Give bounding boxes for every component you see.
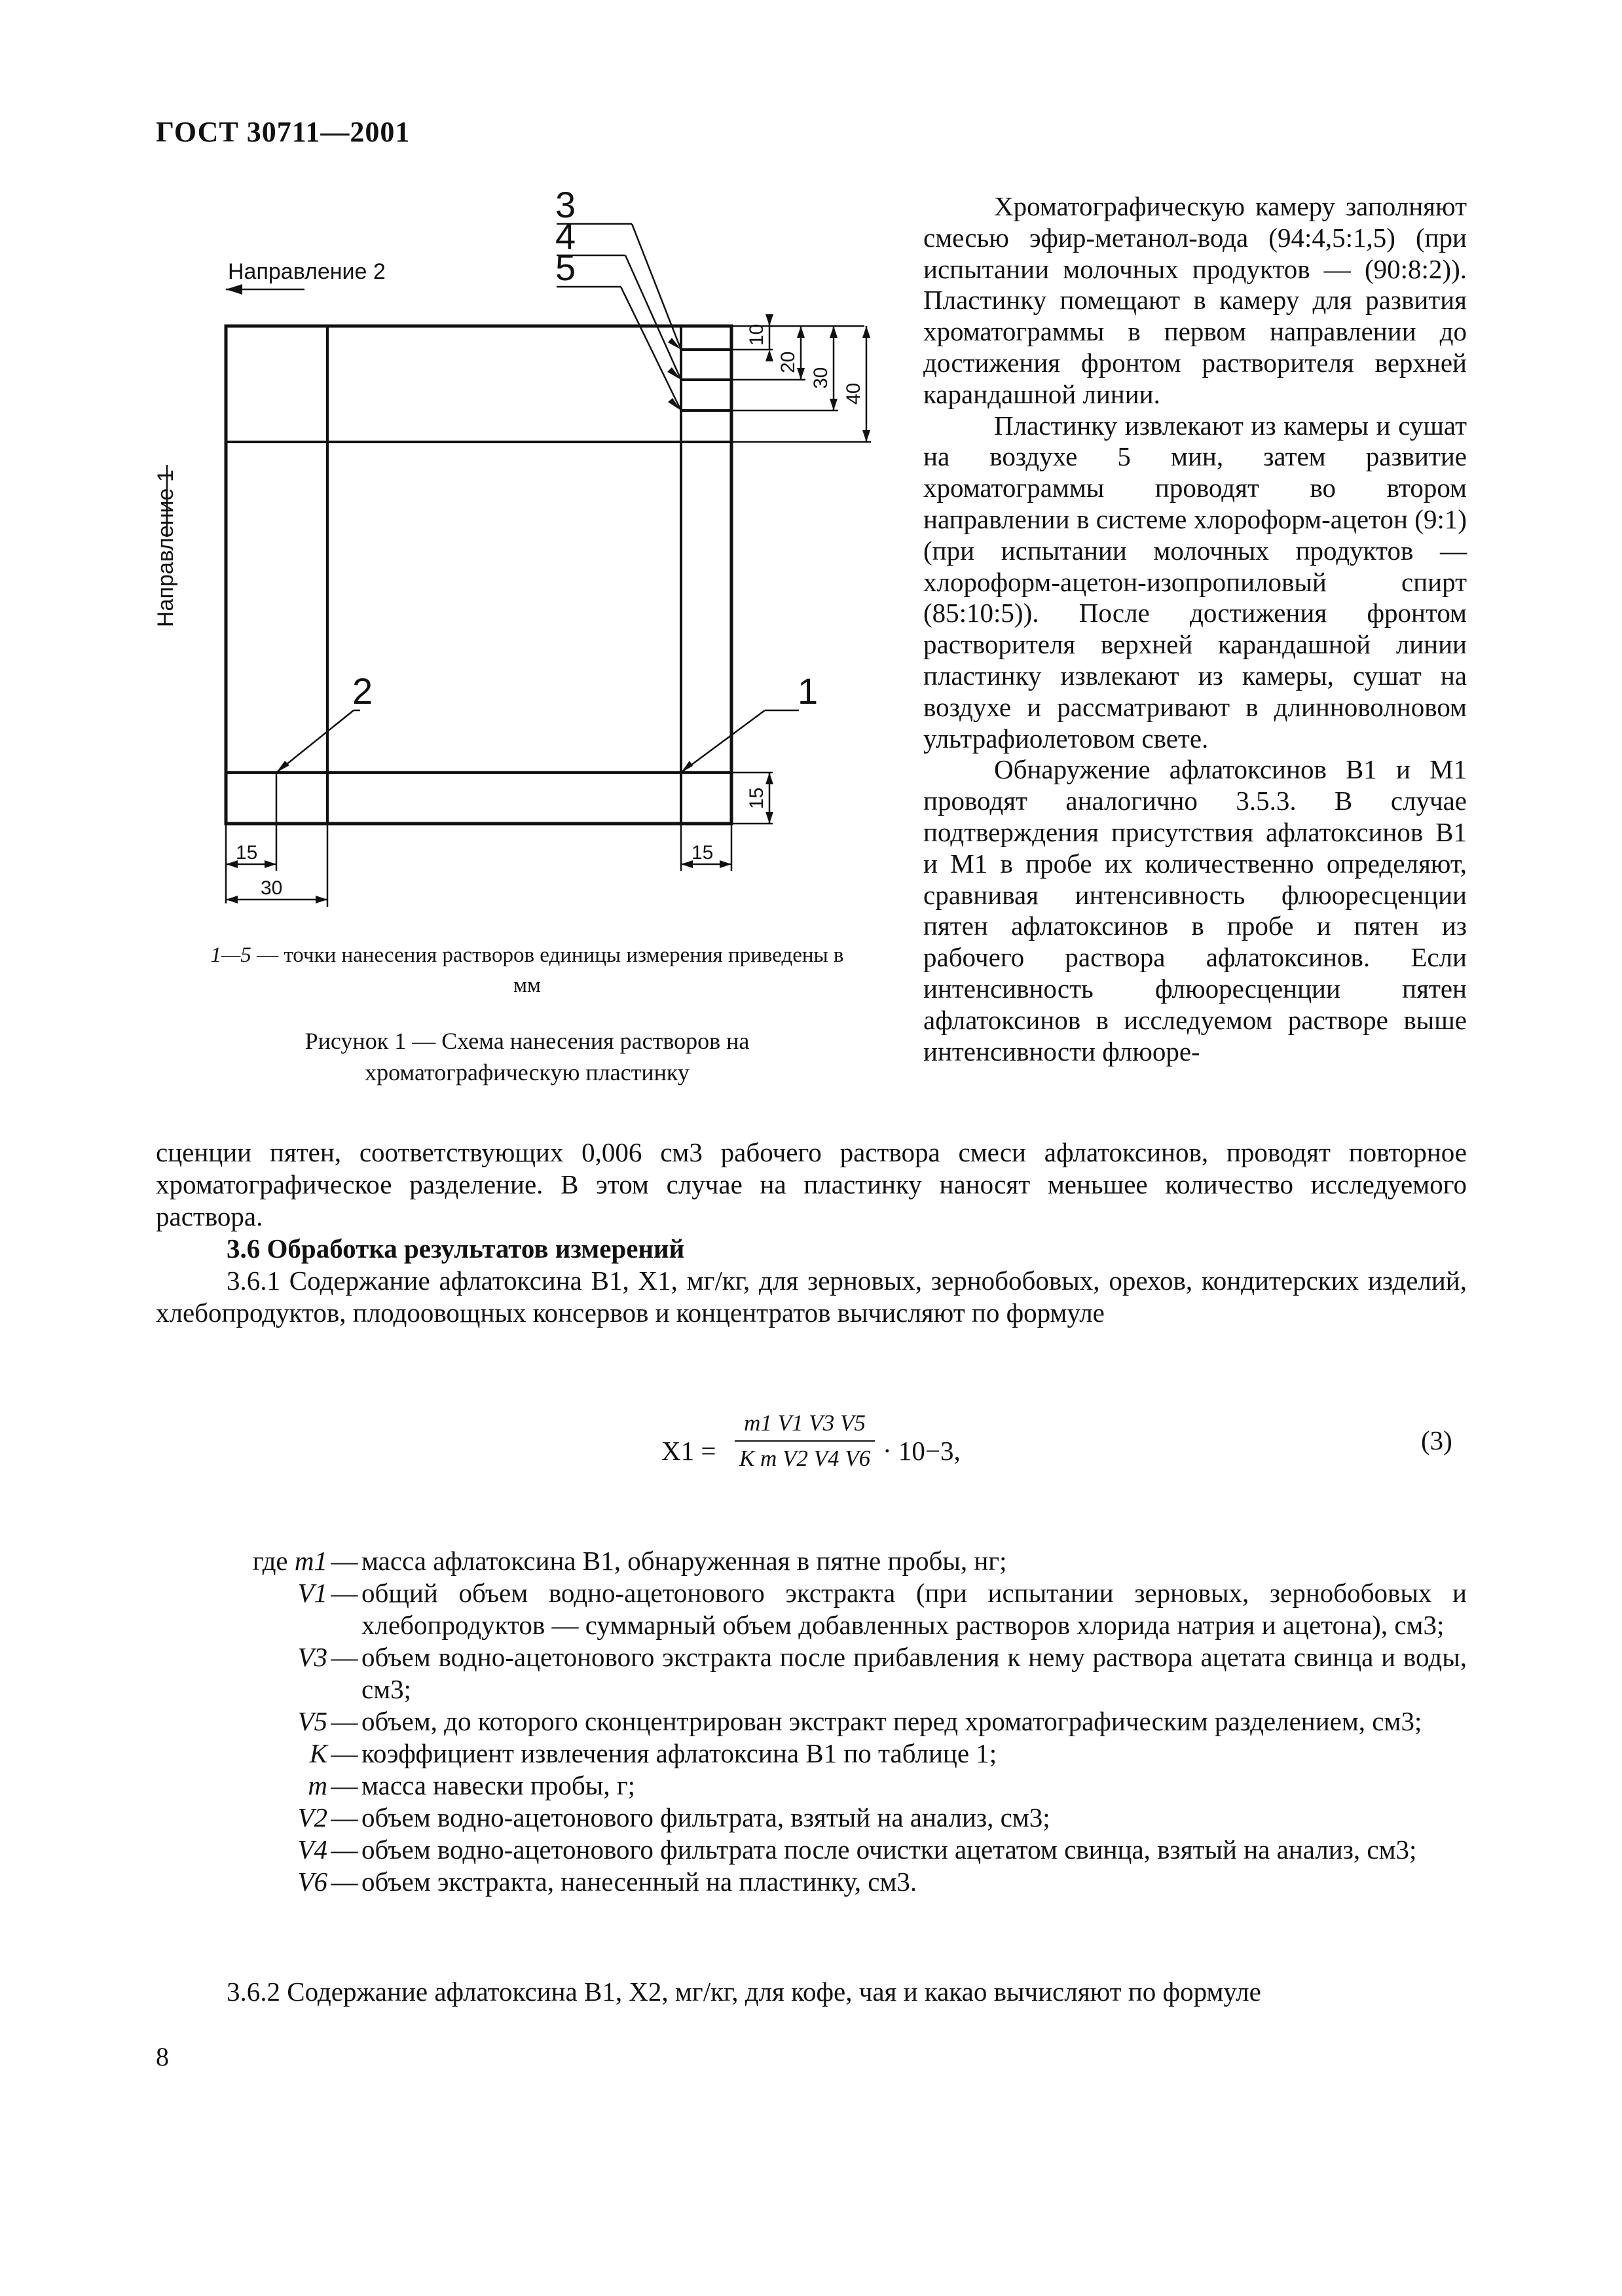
leader-1 <box>681 710 765 773</box>
formula-3 <box>661 1408 1054 1506</box>
label-point-1: 1 <box>798 670 819 712</box>
formula-fraction <box>735 1408 875 1474</box>
definition-row: V4 — объем водно-ацетонового фильтрата после очистки ацетатом свинца, взятый на анализ, см3; <box>297 1834 1417 1865</box>
dim-label-30: 30 <box>810 367 832 389</box>
body-continuation <box>156 1137 1467 1329</box>
figure-legend: 1—5 — точки нанесения растворов единицы измерения приведены в мм <box>210 943 844 997</box>
dim-label-15-left: 15 <box>236 842 258 864</box>
plate-outline <box>226 326 731 824</box>
paragraph-chamber: Хроматографическую камеру заполняют смесью эфир-метанол-вода (94:4,5:1,5) (при испытании молочных продуктов — (90:8:2)). Пластинку помещают в камеру для развития хроматограммы в первом направлении до достижения фронтом растворителя верхней карандашной линии. <box>923 191 1467 409</box>
dim-label-15-bottom-right: 15 <box>691 842 714 864</box>
formula-rhs: · 10−3, <box>883 1436 961 1466</box>
dim-label-40: 40 <box>843 382 864 405</box>
definition-row: V2 — объем водно-ацетонового фильтрата, взятый на анализ, см3; <box>297 1802 1050 1832</box>
fraction-bar <box>735 1440 875 1442</box>
equation-number: (3) <box>1421 1425 1452 1455</box>
definitions-list <box>156 1545 1467 1898</box>
definition-row: m — масса навески пробы, г; <box>308 1770 636 1800</box>
formula-lhs: X1 = <box>661 1436 716 1466</box>
dir2-arrowhead <box>226 284 242 295</box>
label-direction-2: Направление 2 <box>228 259 386 284</box>
definition-row: V6 — объем экстракта, нанесенный на пластинку, см3. <box>297 1867 917 1897</box>
formula-denominator: K m V2 V4 V6 <box>739 1446 871 1471</box>
page-number: 8 <box>156 2042 169 2071</box>
label-point-4: 4 <box>555 215 576 257</box>
paragraph-second-direction: Пластинку извлекают из камеры и сушат на воздухе 5 мин, затем развитие хроматограммы проводят во втором направлении в системе хлороформ-ацетон (9:1) (при испытании молочных продуктов — хлороформ-ацетон-изопропиловый спирт (85:10:5)). После достижения фронтом растворителя верхней карандашной линии пластинку извлекают из камеры, сушат на воздухе и рассматривают в длинноволновом ультрафиолетовом свете. <box>923 410 1467 754</box>
leader-5 <box>621 287 681 410</box>
paragraph-continuation: сценции пятен, соответствующих 0,006 см3 рабочего раствора смеси афлатоксинов, проводят повторное хроматографическое разделение. В этом случае на пластинку наносят меньшее количество исследуемого раствора. <box>156 1137 1467 1231</box>
definition-row: V3 — объем водно-ацетонового экстракта после прибавления к нему раствора ацетата свинца и воды, см3; <box>297 1642 1467 1704</box>
leader-2 <box>276 710 354 773</box>
right-column-text <box>923 191 1467 1067</box>
paragraph-3-6-1: 3.6.1 Содержание афлатоксина B1, X1, мг/кг, для зерновых, зернобобовых, орехов, кондитерских изделий, хлебопродуктов, плодоовощных консервов и концентратов вычисляют по формуле <box>156 1266 1467 1328</box>
figure-chromatography-scheme <box>144 190 891 917</box>
leader-4 <box>625 255 681 380</box>
label-direction-1: Направление 1 <box>153 469 178 627</box>
definition-row: V5 — объем, до которого сконцентрирован экстракт перед хроматографическим разделением, см3; <box>297 1706 1422 1736</box>
scheme-diagram <box>144 190 891 917</box>
label-point-3: 3 <box>555 190 576 225</box>
paragraph-detection: Обнаружение афлатоксинов B1 и M1 проводят аналогично 3.5.3. В случае подтверждения присутствия афлатоксинов B1 и M1 в пробе их количественно определяют, сравнивая интенсивность флюоресценции пятен афлатоксинов в пробе и пятен из рабочего раствора афлатоксинов. Если интенсивность флюоресценции пятен афлатоксинов в исследуемом растворе выше интенсивности флюоре- <box>923 754 1467 1066</box>
label-point-2: 2 <box>352 670 373 712</box>
formula-numerator: m1 V1 V3 V5 <box>744 1410 866 1436</box>
dim-label-15-right: 15 <box>746 787 767 809</box>
figure-caption: Рисунок 1 — Схема нанесения растворов на хроматографическую пластинку <box>304 1028 750 1085</box>
dim-label-30-bottom: 30 <box>261 877 283 899</box>
definition-row: K — коэффициент извлечения афлатоксина B1 по таблице 1; <box>309 1738 997 1768</box>
section-heading-3-6: 3.6 Обработка результатов измерений <box>227 1233 685 1264</box>
document-header: ГОСТ 30711—2001 <box>156 116 411 148</box>
definition-row: V1 — общий объем водно-ацетонового экстракта (при испытании зерновых, зернобобовых и хлебопродуктов — суммарный объем добавленных растворов хлорида натрия и ацетона), см3; <box>297 1578 1467 1640</box>
definition-row: где m1 — масса афлатоксина B1, обнаруженная в пятне пробы, нг; <box>252 1546 1007 1576</box>
dim-label-10: 10 <box>746 323 767 346</box>
label-point-5: 5 <box>555 247 576 288</box>
paragraph-3-6-2: 3.6.2 Содержание афлатоксина B1, X2, мг/кг, для кофе, чая и какао вычисляют по формуле <box>227 1977 1261 2007</box>
dim-label-20: 20 <box>777 351 799 373</box>
